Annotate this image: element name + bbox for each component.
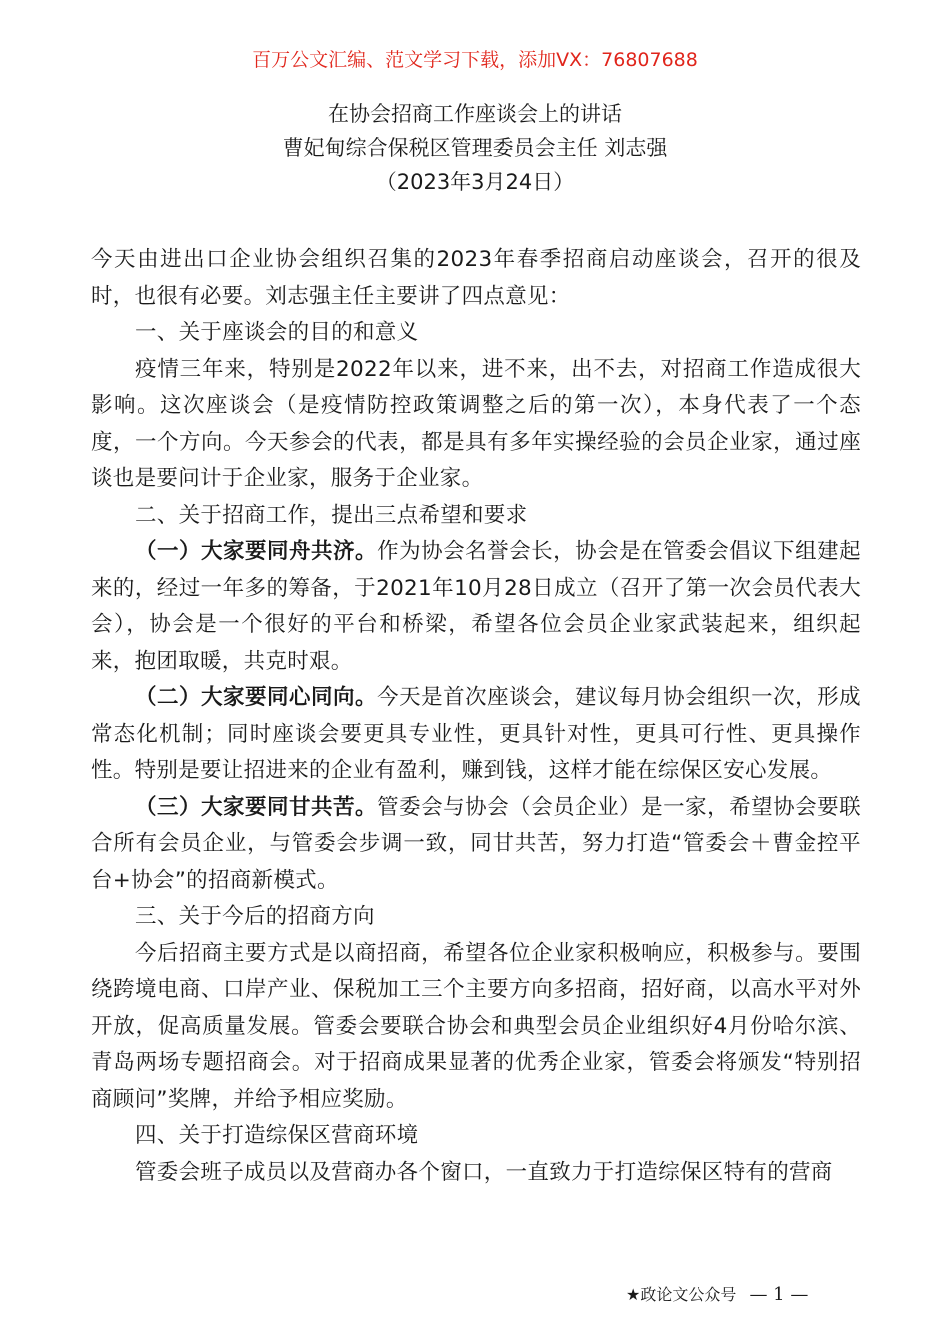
point-2-text: 今天是首次座谈会，建议每月协会组织一次，形成常态化机制；同时座谈会要更具专业性，更具针对性，更具可行性、更具操作性。特别是要让招进来的企业有盈利，赚到钱，这样才能在综保区安心发展。 bbox=[91, 685, 861, 783]
speech-date: （2023年3月24日） bbox=[375, 170, 575, 194]
point-1-paragraph bbox=[91, 534, 861, 680]
page-footer bbox=[626, 1282, 808, 1308]
point-2-paragraph bbox=[91, 680, 861, 790]
intro-paragraph: 今天由进出口企业协会组织召集的2023年春季招商启动座谈会，召开的很及时，也很有必要。刘志强主任主要讲了四点意见： bbox=[91, 247, 861, 309]
section-heading-1: 一、关于座谈会的目的和意义 bbox=[135, 320, 419, 345]
page-number: — 1 — bbox=[749, 1284, 809, 1305]
point-3-text: 管委会与协会（会员企业）是一家，希望协会要联合所有会员企业，与管委会步调一致，同甘共苦，努力打造“管委会＋曹金控平台+协会”的招商新模式。 bbox=[91, 794, 861, 893]
section-3-paragraph: 今后招商主要方式是以商招商，希望各位企业家积极响应，积极参与。要围绕跨境电商、口岸产业、保税加工三个主要方向多招商，招好商，以高水平对外开放，促高质量发展。管委会要联合协会和典型会员企业组织好4月份哈尔滨、青岛两场专题招商会。对于招商成果显著的优秀企业家，管委会将颁发“特别招商顾问”奖牌，并给予相应奖励。 bbox=[91, 940, 861, 1112]
footer-source: ★政论文公众号 bbox=[626, 1285, 737, 1304]
point-1-text: 作为协会名誉会长，协会是在管委会倡议下组建起来的，经过一年多的筹备，于2021年10月28日成立（召开了第一次会员代表大会），协会是一个很好的平台和桥梁，希望各位会员企业家武装起来，组织起来，抱团取暖，共克时艰。 bbox=[91, 539, 861, 674]
section-4-paragraph: 管委会班子成员以及营商办各个窗口，一直致力于打造综保区特有的营商 bbox=[135, 1159, 833, 1185]
section-heading-4: 四、关于打造综保区营商环境 bbox=[135, 1123, 419, 1148]
section-1-paragraph: 疫情三年来，特别是2022年以来，进不来，出不去，对招商工作造成很大影响。这次座谈会（是疫情防控政策调整之后的第一次），本身代表了一个态度，一个方向。今天参会的代表，都是具有多年实操经验的会员企业家，通过座谈也是要问计于企业家，服务于企业家。 bbox=[91, 356, 861, 491]
point-3-paragraph bbox=[91, 790, 861, 900]
point-2-lead: （二）大家要同心同向。 bbox=[135, 685, 378, 710]
speech-title-block bbox=[0, 97, 950, 199]
point-3-lead: （三）大家要同甘共苦。 bbox=[135, 794, 378, 820]
speech-title: 在协会招商工作座谈会上的讲话 bbox=[328, 102, 622, 126]
point-1-lead: （一）大家要同舟共济。 bbox=[135, 539, 378, 564]
section-heading-3: 三、关于今后的招商方向 bbox=[135, 904, 375, 929]
section-heading-2: 二、关于招商工作，提出三点希望和要求 bbox=[135, 502, 528, 528]
download-banner: 百万公文汇编、范文学习下载，添加VX：76807688 bbox=[252, 49, 698, 71]
speaker-line: 曹妃甸综合保税区管理委员会主任 刘志强 bbox=[282, 136, 668, 160]
document-body bbox=[91, 242, 861, 1191]
